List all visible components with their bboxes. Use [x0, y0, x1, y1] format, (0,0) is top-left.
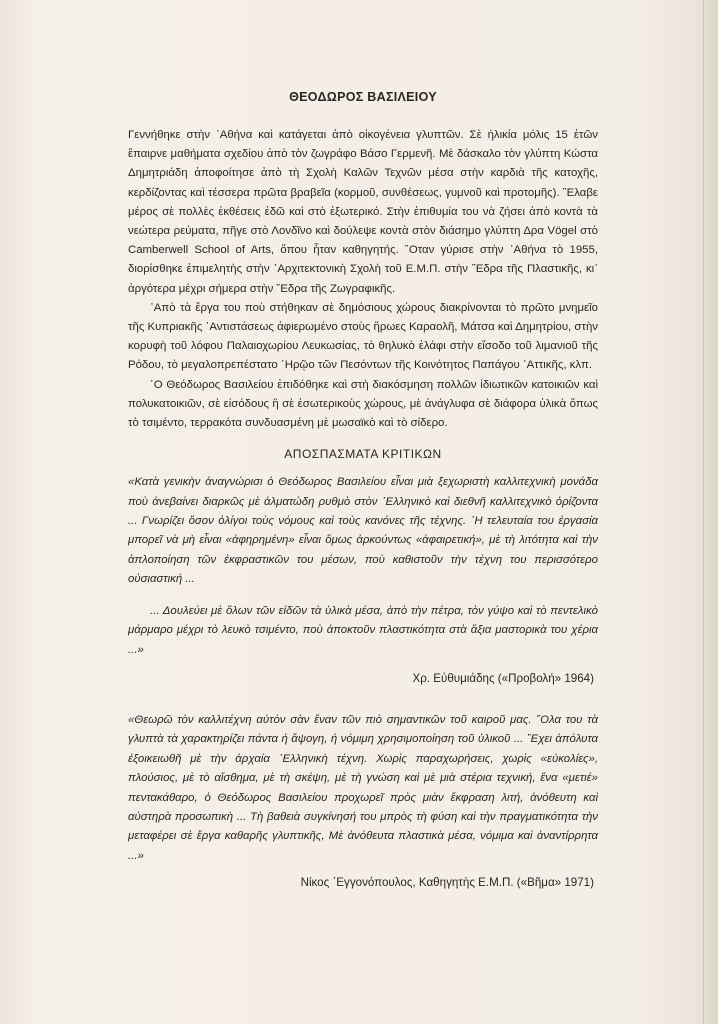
bio-paragraph: ᾿Απὸ τὰ ἔργα του ποὺ στήθηκαν σὲ δημόσιους χώρους διακρίνονται τὸ πρῶτο μνημεῖο τῆς Κυπριακῆς ᾿Αντιστάσεως ἀφιερωμένο στοὺς ἥρωες Καραολῆ, Μάτσα καὶ Δημητρίου, στὴν κορυφὴ τοῦ λόφου Παλαιοχωρίου Λευκωσίας, τὸ θηλυκὸ ἐλάφι στὴν εἴσοδο τοῦ λιμανιοῦ τῆς Ρόδου, τὸ μεγαλοπρεπέστατο ῾Ηρῷο τῶν Πεσόντων τῆς Κοινότητος Παπάγου ᾿Αττικῆς, κλπ.: [128, 301, 598, 372]
page-fold-line: [703, 0, 704, 1024]
bio-paragraph: Γεννήθηκε στὴν ᾿Αθήνα καὶ κατάγεται ἀπὸ οἰκογένεια γλυπτῶν. Σὲ ἡλικία μόλις 15 ἐτῶν ἔπαιρνε μαθήματα σχεδίου ἀπὸ τὸν ζωγράφο Βάσο Γερμενῆ. Μὲ δάσκαλο τὸν γλύπτη Κώστα Δημητριάδη ἀποφοίτησε ἀπὸ τὴ Σχολὴ Καλῶν Τεχνῶν μέσα στὴν καρδιὰ τῆς κατοχῆς, κερδίζοντας καὶ τέσσερα πρῶτα βραβεῖα (κορμοῦ, συνθέσεως, γυμνοῦ καὶ προτομῆς). ῞Ελαβε μέρος σὲ πολλὲς ἐκθέσεις ἐδῶ καὶ στὸ ἐξωτερικό. Στὴν ἐπιθυμία του νὰ ζήσει ἀπὸ κοντὰ τὰ νεώτερα ρεύματα, πῆγε στὸ Λονδῖνο καὶ δούλεψε κοντὰ στὸν διάσημο γλύπτη Δρα Vögel στὸ Camberwell School of Arts, ὅπου ἦταν καθηγητής. ῞Οταν γύρισε στὴν ᾿Αθήνα τὸ 1955, διορίσθηκε ἐπιμελητὴς στὴν ᾿Αρχιτεκτονικὴ Σχολὴ τοῦ Ε.Μ.Π. στὴν ῞Εδρα τῆς Πλαστικῆς, κι᾿ ἀργότερα μέχρι σήμερα στὴν ῞Εδρα τῆς Ζωγραφικῆς.: [128, 129, 598, 295]
critics-section-title: ΑΠΟΣΠΑΣΜΑΤΑ ΚΡΙΤΙΚΩΝ: [284, 447, 442, 462]
bio-paragraph: ῾Ο Θεόδωρος Βασιλείου ἐπιδόθηκε καὶ στὴ διακόσμηση πολλῶν ἰδιωτικῶν κατοικιῶν καὶ πολυκατοικιῶν, σὲ εἰσόδους ἢ σὲ ἐσωτερικοὺς χώρους, μὲ ἀνάγλυφα σὲ διάφορα ὑλικὰ ὅπως τὸ τσιμέντο, τερρακότα συνδυασμένη μὲ μωσαϊκὸ καὶ τὸ σίδερο.: [128, 378, 598, 430]
document-body: [128, 90, 598, 915]
biography: [128, 126, 598, 433]
document-title: ΘΕΟΔΩΡΟΣ ΒΑΣΙΛΕΙΟΥ: [289, 90, 437, 104]
quote-attribution-2: Νίκος ᾿Εγγονόπουλος, Καθηγητὴς Ε.Μ.Π. («Βῆμα» 1971): [300, 876, 594, 890]
critic-quote-2: «Θεωρῶ τὸν καλλιτέχνη αὐτὸν σὰν ἕναν τῶν πιὸ σημαντικῶν τοῦ καιροῦ μας. ῞Ολα του τὰ γλυπτὰ τὰ χαρακτηρίζει πάντα ἡ ἄψογη, ἡ νόμιμη χρησιμοποίηση τοῦ ὑλικοῦ ... ῎Εχει ἀπόλυτα ἐξοικειωθῆ μὲ τὴν ἀρχαία ᾿Ελληνικὴ τέχνη. Χωρὶς παραχωρήσεις, χωρὶς «εὐκολίες», πλούσιος, μὲ τὸ αἴσθημα, μὲ τὴ σκέψη, μὲ τὴ γνώση καὶ μὲ μιὰ στέρια τεχνική, ἕνα «μετιέ» πεντακάθαρο, ὁ Θεόδωρος Βασιλείου προχωρεῖ πρὸς μιὰν ἔκφραση λιτή, ἀνόθευτη καὶ αὐστηρὰ προσωπικὴ ... Τὴ βαθειὰ συγκίνησή του μπρὸς τὴ φύση καὶ τὴν πραγματικότητα τὴν μεταφέρει σὲ ἔργα καθαρῆς γλυπτικῆς, Μὲ ἀνόθευτα πλαστικὰ μέσα, νόμιμα καὶ ἀναντίρρητα ...»: [128, 713, 598, 862]
quote-attribution-1: Χρ. Εὐθυμιάδης («Προβολή» 1964): [412, 671, 594, 685]
critic-quote-1: «Κατὰ γενικὴν ἀναγνώρισι ὁ Θεόδωρος Βασιλείου εἶναι μιὰ ξεχωριστὴ καλλιτεχνικὴ μονάδα ποὺ ἀνεβαίνει διαρκῶς μὲ ἀλματώδη ρυθμὸ στὸν ᾿Ελληνικὸ καὶ διεθνῆ καλλιτεχνικὸ ὁρίζοντα ... Γνωρίζει ὅσον ὀλίγοι τοὺς νόμους καὶ τοὺς κανόνες τῆς τέχνης. ῾Η τελευταία του ἐργασία μπορεῖ νὰ μὴ εἶναι «ἀφηρημένη» εἶναι ὅμως ἀρκούντως «ἀφαιρετική», μὲ τὴ λιτότητα καὶ τὴν ἁπλοποίηση τῶν ἐκφραστικῶν του μέσων, ποὺ καθιστοῦν τὴν τέχνη του περισσότερο οὐσιαστική ...: [128, 476, 598, 586]
critic-quote-1-continued: ... Δουλεύει μὲ ὅλων τῶν εἰδῶν τὰ ὑλικὰ μέσα, ἀπὸ τὴν πέτρα, τὸν γύψο καὶ τὸ πεντελικὸ μάρμαρο μέχρι τὸ λευκὸ τσιμέντο, ποὺ ἀποκτοῦν πλαστικότητα στὰ ἄξια μαστορικὰ του χέρια ...»: [128, 604, 598, 656]
